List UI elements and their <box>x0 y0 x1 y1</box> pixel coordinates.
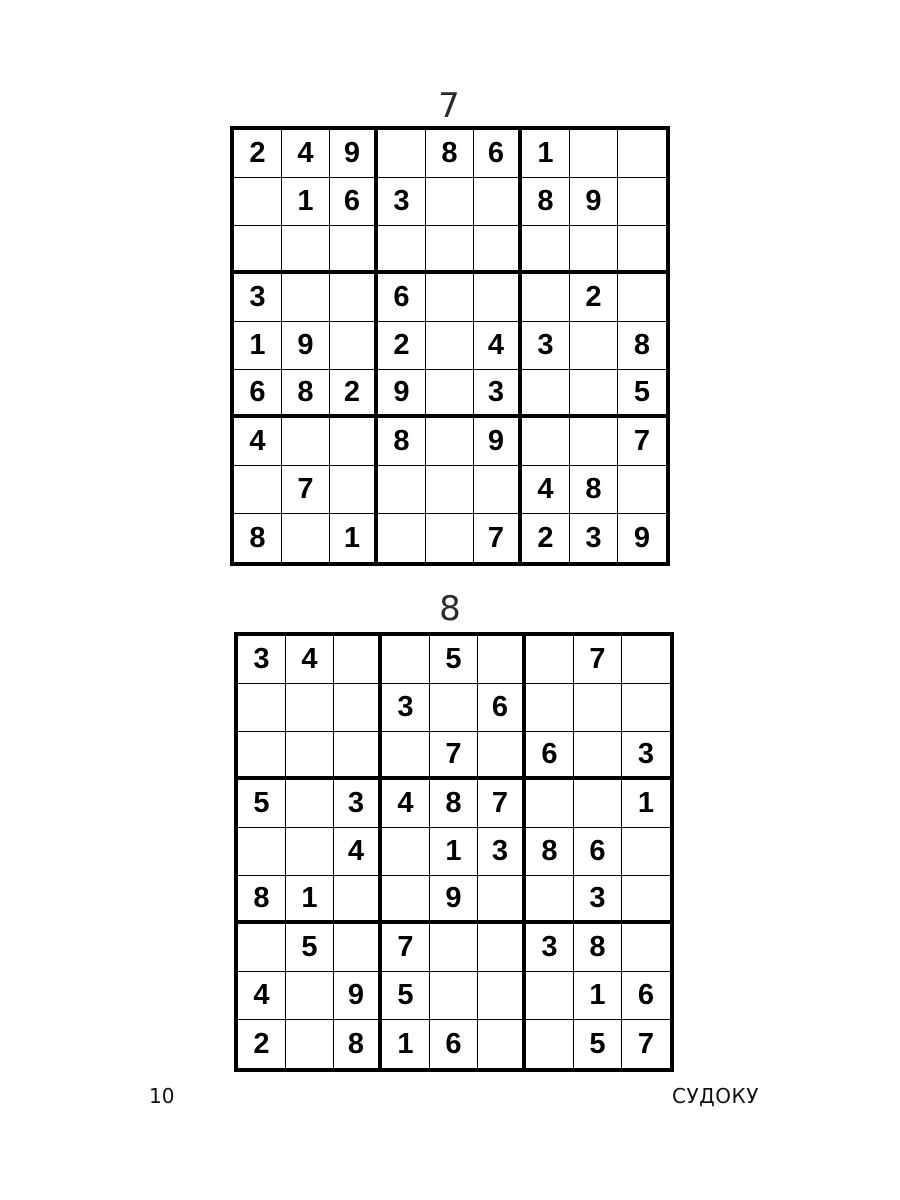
empty-cell[interactable] <box>522 274 570 322</box>
empty-cell[interactable] <box>330 418 378 466</box>
given-number-cell: 4 <box>382 780 430 828</box>
given-number-cell: 4 <box>474 322 522 370</box>
empty-cell[interactable] <box>334 732 382 780</box>
given-number-cell: 7 <box>574 636 622 684</box>
given-number-cell: 3 <box>478 828 526 876</box>
given-number-cell: 9 <box>474 418 522 466</box>
empty-cell[interactable] <box>570 130 618 178</box>
given-number-cell: 6 <box>526 732 574 780</box>
given-number-cell: 8 <box>378 418 426 466</box>
empty-cell[interactable] <box>282 226 330 274</box>
empty-cell[interactable] <box>426 418 474 466</box>
empty-cell[interactable] <box>234 466 282 514</box>
given-number-cell: 5 <box>618 370 666 418</box>
empty-cell[interactable] <box>478 732 526 780</box>
puzzle-title-8: 8 <box>439 589 461 629</box>
given-number-cell: 4 <box>234 418 282 466</box>
empty-cell[interactable] <box>622 684 670 732</box>
given-number-cell: 8 <box>334 1020 382 1068</box>
given-number-cell: 2 <box>378 322 426 370</box>
empty-cell[interactable] <box>526 1020 574 1068</box>
empty-cell[interactable] <box>622 636 670 684</box>
given-number-cell: 7 <box>382 924 430 972</box>
given-number-cell: 6 <box>478 684 526 732</box>
empty-cell[interactable] <box>474 178 522 226</box>
empty-cell[interactable] <box>286 972 334 1020</box>
given-number-cell: 4 <box>282 130 330 178</box>
empty-cell[interactable] <box>286 1020 334 1068</box>
page-number: 10 <box>149 1084 175 1108</box>
empty-cell[interactable] <box>330 226 378 274</box>
given-number-cell: 9 <box>334 972 382 1020</box>
puzzle-title-7: 7 <box>438 86 460 126</box>
empty-cell[interactable] <box>522 370 570 418</box>
given-number-cell: 1 <box>234 322 282 370</box>
empty-cell[interactable] <box>234 226 282 274</box>
given-number-cell: 6 <box>474 130 522 178</box>
given-number-cell: 1 <box>430 828 478 876</box>
empty-cell[interactable] <box>426 178 474 226</box>
empty-cell[interactable] <box>378 514 426 562</box>
empty-cell[interactable] <box>430 684 478 732</box>
empty-cell[interactable] <box>238 828 286 876</box>
given-number-cell: 9 <box>430 876 478 924</box>
empty-cell[interactable] <box>570 370 618 418</box>
given-number-cell: 6 <box>622 972 670 1020</box>
given-number-cell: 5 <box>430 636 478 684</box>
empty-cell[interactable] <box>526 636 574 684</box>
given-number-cell: 2 <box>238 1020 286 1068</box>
given-number-cell: 2 <box>234 130 282 178</box>
given-number-cell: 4 <box>522 466 570 514</box>
empty-cell[interactable] <box>526 876 574 924</box>
empty-cell[interactable] <box>426 370 474 418</box>
empty-cell[interactable] <box>522 226 570 274</box>
empty-cell[interactable] <box>622 924 670 972</box>
given-number-cell: 5 <box>286 924 334 972</box>
empty-cell[interactable] <box>330 466 378 514</box>
given-number-cell: 9 <box>633 521 651 554</box>
section-name: СУДОКУ <box>672 1084 759 1108</box>
empty-cell[interactable] <box>618 466 666 514</box>
empty-cell[interactable] <box>378 466 426 514</box>
empty-cell[interactable] <box>426 322 474 370</box>
empty-cell[interactable] <box>526 780 574 828</box>
given-number-cell: 3 <box>622 732 670 780</box>
given-number-cell: 4 <box>286 636 334 684</box>
given-number-cell: 5 <box>382 972 430 1020</box>
given-number-cell: 3 <box>234 274 282 322</box>
empty-cell[interactable] <box>378 130 426 178</box>
empty-cell[interactable] <box>430 972 478 1020</box>
given-number-cell: 9 <box>330 130 378 178</box>
given-number-cell: 8 <box>430 780 478 828</box>
empty-cell[interactable] <box>282 418 330 466</box>
empty-cell[interactable] <box>570 226 618 274</box>
given-number-cell: 3 <box>382 684 430 732</box>
given-number-cell: 3 <box>334 780 382 828</box>
empty-cell[interactable] <box>574 780 622 828</box>
empty-cell[interactable] <box>474 466 522 514</box>
given-number-cell: 8 <box>526 828 574 876</box>
empty-cell[interactable] <box>286 780 334 828</box>
empty-cell[interactable] <box>474 226 522 274</box>
given-number-cell: 6 <box>378 274 426 322</box>
given-number-cell: 3 <box>570 514 618 562</box>
empty-cell[interactable] <box>426 466 474 514</box>
given-number-cell: 7 <box>282 466 330 514</box>
given-number-cell: 7 <box>478 780 526 828</box>
given-number-cell: 3 <box>238 636 286 684</box>
empty-cell[interactable] <box>382 828 430 876</box>
empty-cell[interactable] <box>286 828 334 876</box>
given-number-cell: 8 <box>618 322 666 370</box>
empty-cell[interactable] <box>526 972 574 1020</box>
given-number-cell: 5 <box>574 1020 622 1068</box>
empty-cell[interactable] <box>478 636 526 684</box>
given-number-cell: 1 <box>330 514 378 562</box>
empty-cell[interactable] <box>526 684 574 732</box>
given-number-cell: 8 <box>426 130 474 178</box>
empty-cell[interactable] <box>430 924 478 972</box>
empty-cell[interactable] <box>622 876 670 924</box>
given-number-cell: 6 <box>430 1020 478 1068</box>
given-number-cell: 3 <box>522 322 570 370</box>
given-number-cell: 5 <box>238 780 286 828</box>
given-number-cell: 1 <box>522 130 570 178</box>
given-number-cell: 8 <box>522 178 570 226</box>
given-number-cell: 3 <box>474 370 522 418</box>
given-number-cell: 8 <box>570 466 618 514</box>
empty-cell[interactable] <box>382 636 430 684</box>
empty-cell[interactable] <box>426 226 474 274</box>
sudoku-grid-7 <box>230 126 670 566</box>
empty-cell[interactable] <box>282 274 330 322</box>
given-number-cell: 9 <box>570 178 618 226</box>
given-number-cell: 8 <box>282 370 330 418</box>
given-number-cell: 8 <box>238 876 286 924</box>
empty-cell[interactable] <box>478 1020 526 1068</box>
given-number-cell: 3 <box>378 178 426 226</box>
empty-cell[interactable] <box>478 876 526 924</box>
empty-cell[interactable] <box>570 322 618 370</box>
given-number-cell: 2 <box>522 514 570 562</box>
empty-cell[interactable] <box>622 828 670 876</box>
given-number-cell: 3 <box>574 876 622 924</box>
empty-cell[interactable] <box>238 684 286 732</box>
given-number-cell: 6 <box>234 370 282 418</box>
given-number-cell: 2 <box>330 370 378 418</box>
empty-cell[interactable] <box>282 514 330 562</box>
empty-cell[interactable] <box>334 876 382 924</box>
given-number-cell: 7 <box>637 1027 655 1060</box>
empty-cell[interactable] <box>574 684 622 732</box>
given-number-cell: 4 <box>334 828 382 876</box>
empty-cell[interactable] <box>478 924 526 972</box>
empty-cell[interactable] <box>522 418 570 466</box>
given-number-cell: 8 <box>574 924 622 972</box>
given-number-cell: 1 <box>622 780 670 828</box>
empty-cell[interactable] <box>334 684 382 732</box>
given-number-cell: 4 <box>238 972 286 1020</box>
empty-cell[interactable] <box>618 178 666 226</box>
empty-cell[interactable] <box>474 274 522 322</box>
empty-cell[interactable] <box>382 732 430 780</box>
empty-cell[interactable] <box>238 924 286 972</box>
empty-cell[interactable] <box>382 876 430 924</box>
given-number-cell: 7 <box>430 732 478 780</box>
given-number-cell: 6 <box>330 178 378 226</box>
empty-cell[interactable] <box>618 130 666 178</box>
given-number-cell: 9 <box>282 322 330 370</box>
sudoku-grid-8 <box>234 632 674 1072</box>
given-number-cell: 1 <box>574 972 622 1020</box>
given-number-cell: 1 <box>286 876 334 924</box>
empty-cell[interactable] <box>334 636 382 684</box>
empty-cell[interactable] <box>426 274 474 322</box>
given-number-cell: 7 <box>618 418 666 466</box>
empty-cell[interactable] <box>478 972 526 1020</box>
empty-cell[interactable] <box>618 274 666 322</box>
empty-cell[interactable] <box>330 274 378 322</box>
empty-cell[interactable] <box>618 226 666 274</box>
empty-cell[interactable] <box>330 322 378 370</box>
empty-cell[interactable] <box>234 178 282 226</box>
given-number-cell: 3 <box>526 924 574 972</box>
empty-cell[interactable] <box>286 684 334 732</box>
empty-cell[interactable] <box>574 732 622 780</box>
empty-cell[interactable] <box>238 732 286 780</box>
given-number-cell: 9 <box>378 370 426 418</box>
empty-cell[interactable] <box>286 732 334 780</box>
empty-cell[interactable] <box>334 924 382 972</box>
given-number-cell: 8 <box>234 514 282 562</box>
given-number-cell: 1 <box>382 1020 430 1068</box>
empty-cell[interactable] <box>378 226 426 274</box>
given-number-cell: 6 <box>574 828 622 876</box>
empty-cell[interactable] <box>426 514 474 562</box>
given-number-cell: 1 <box>282 178 330 226</box>
given-number-cell: 7 <box>474 514 522 562</box>
empty-cell[interactable] <box>570 418 618 466</box>
given-number-cell: 2 <box>570 274 618 322</box>
